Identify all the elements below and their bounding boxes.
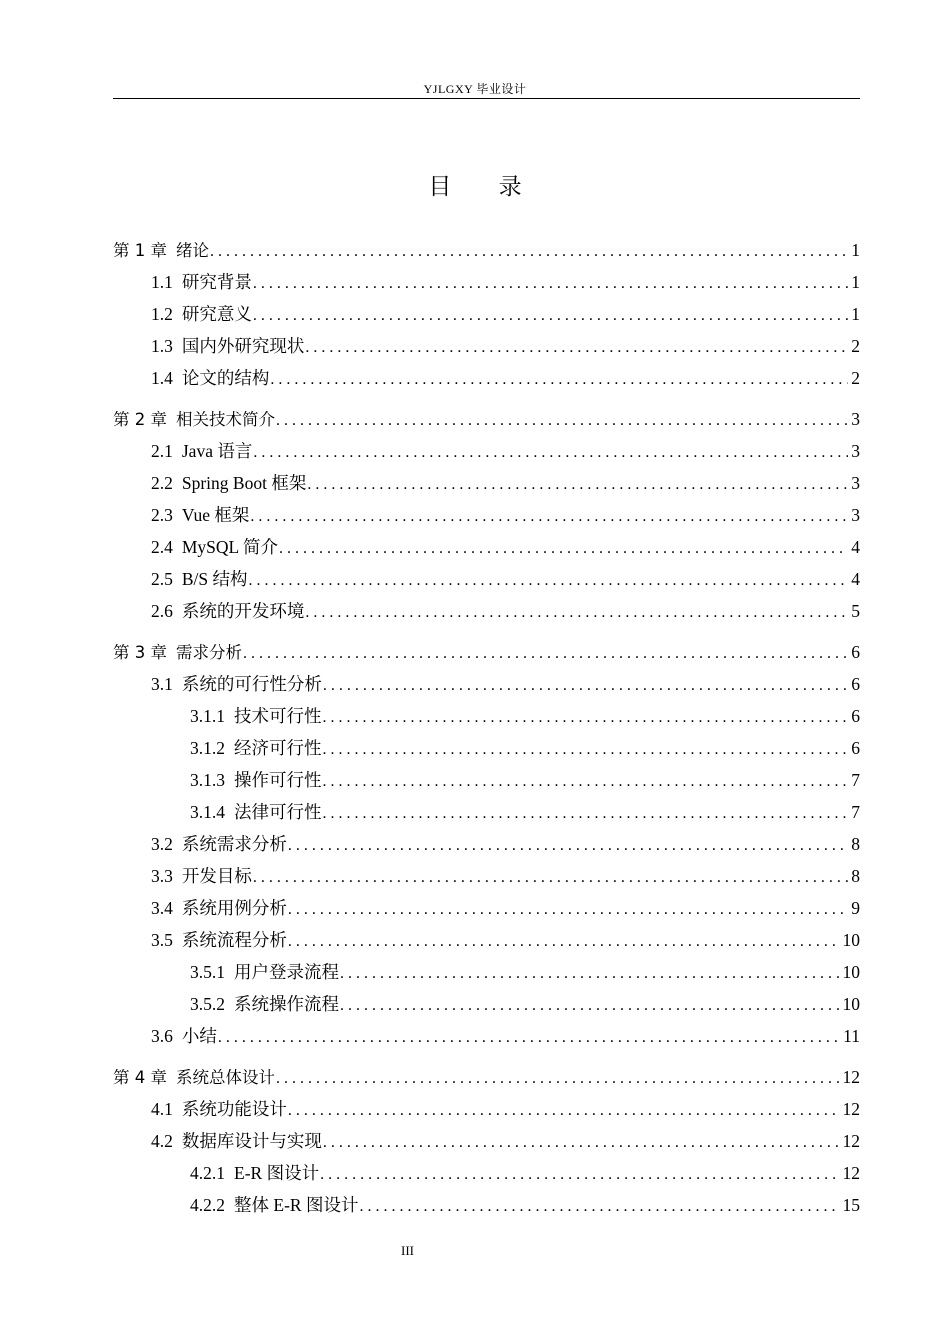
toc-entry-page: 9 <box>851 898 860 918</box>
toc-leader-dots <box>253 441 848 465</box>
toc-entry-page: 1 <box>851 272 860 292</box>
toc-entry-label: 操作可行性 <box>234 770 322 790</box>
toc-entry-number: 3.2 <box>151 834 173 854</box>
toc-section-entry[interactable] <box>151 302 860 326</box>
toc-entry-label: 系统流程分析 <box>181 930 287 950</box>
toc-section-entry[interactable] <box>151 334 860 358</box>
toc-title: 目 录 <box>428 174 542 200</box>
toc-entry-number: 1.3 <box>151 336 173 356</box>
toc-entry-label: 系统功能设计 <box>181 1099 287 1119</box>
toc-section-entry[interactable] <box>151 1024 860 1048</box>
toc-entry-number: 2.6 <box>151 601 173 621</box>
toc-entry-label: 需求分析 <box>176 643 242 662</box>
toc-entry-page: 3 <box>851 409 860 429</box>
toc-entry-page: 7 <box>851 770 860 790</box>
toc-leader-dots <box>218 1026 840 1050</box>
toc-chapter-entry[interactable] <box>113 640 860 664</box>
toc-section-entry[interactable] <box>151 864 860 888</box>
toc-leader-dots <box>210 240 848 264</box>
toc-entry-page: 11 <box>843 1026 860 1046</box>
toc-chapter-entry[interactable] <box>113 1065 860 1089</box>
toc-section-entry[interactable] <box>151 896 860 920</box>
toc-entry-page: 3 <box>851 505 860 525</box>
toc-entry-page: 8 <box>851 834 860 854</box>
toc-leader-dots <box>359 1195 839 1219</box>
toc-entry-page: 8 <box>851 866 860 886</box>
toc-entry-label: 相关技术简介 <box>176 410 275 429</box>
toc-leader-dots <box>270 368 848 392</box>
toc-leader-dots <box>305 336 848 360</box>
toc-entry-number: 4.2.2 <box>190 1195 225 1215</box>
toc-leader-dots <box>323 770 849 794</box>
toc-entry-page: 15 <box>842 1195 860 1215</box>
toc-entry-label: 技术可行性 <box>234 706 322 726</box>
toc-entry-number: 3.1.1 <box>190 706 225 726</box>
toc-section-entry[interactable] <box>190 768 860 792</box>
toc-entry-label: 研究意义 <box>181 304 252 324</box>
toc-leader-dots <box>340 962 840 986</box>
toc-entry-label: 论文的结构 <box>181 368 270 388</box>
toc-section-entry[interactable] <box>151 503 860 527</box>
toc-entry-page: 12 <box>842 1099 860 1119</box>
toc-entry-number: 2.4 <box>151 537 173 557</box>
toc-entry-label: E-R 图设计 <box>234 1163 320 1183</box>
toc-entry-page: 10 <box>842 962 860 982</box>
toc-leader-dots <box>250 505 848 529</box>
toc-entry-label: 数据库设计与实现 <box>181 1131 322 1151</box>
toc-entry-number: 第 2 章 <box>113 410 167 429</box>
toc-section-entry[interactable] <box>190 992 860 1016</box>
toc-entry-page: 5 <box>851 601 860 621</box>
toc-entry-page: 6 <box>851 738 860 758</box>
toc-entry-label: 系统用例分析 <box>181 898 287 918</box>
toc-entry-label: 系统操作流程 <box>234 994 339 1014</box>
toc-leader-dots <box>288 930 840 954</box>
toc-leader-dots <box>276 409 848 433</box>
toc-entry-page: 3 <box>851 441 860 461</box>
toc-section-entry[interactable] <box>151 439 860 463</box>
toc-entry-number: 第 1 章 <box>113 241 167 260</box>
toc-entry-label: MySQL 简介 <box>181 537 278 557</box>
toc-entry-number: 3.1.3 <box>190 770 225 790</box>
toc-entry-page: 7 <box>851 802 860 822</box>
toc-entry-number: 1.1 <box>151 272 173 292</box>
toc-chapter-entry[interactable] <box>113 238 860 262</box>
toc-entry-number: 4.1 <box>151 1099 173 1119</box>
toc-chapter-entry[interactable] <box>113 407 860 431</box>
toc-entry-label: Vue 框架 <box>181 505 250 525</box>
toc-leader-dots <box>323 1131 840 1155</box>
toc-entry-page: 2 <box>851 368 860 388</box>
toc-entry-page: 4 <box>851 569 860 589</box>
toc-section-entry[interactable] <box>151 535 860 559</box>
toc-entry-label: 整体 E-R 图设计 <box>234 1195 359 1215</box>
toc-section-entry[interactable] <box>151 1129 860 1153</box>
toc-leader-dots <box>276 1067 840 1091</box>
toc-entry-number: 3.4 <box>151 898 173 918</box>
toc-section-entry[interactable] <box>151 832 860 856</box>
toc-entry-number: 3.1.2 <box>190 738 225 758</box>
toc-entry-number: 2.2 <box>151 473 173 493</box>
toc-section-entry[interactable] <box>151 599 860 623</box>
toc-entry-label: 绪论 <box>176 241 209 260</box>
toc-leader-dots <box>323 706 849 730</box>
toc-entry-page: 6 <box>851 642 860 662</box>
toc-section-entry[interactable] <box>190 800 860 824</box>
page-number: III <box>401 1243 414 1258</box>
toc-entry-label: Java 语言 <box>181 441 253 461</box>
toc-leader-dots <box>323 674 848 698</box>
toc-section-entry[interactable] <box>151 1097 860 1121</box>
toc-section-entry[interactable] <box>151 672 860 696</box>
toc-section-entry[interactable] <box>190 736 860 760</box>
toc-section-entry[interactable] <box>190 960 860 984</box>
toc-leader-dots <box>323 802 849 826</box>
toc-entry-number: 第 4 章 <box>113 1068 167 1087</box>
toc-entry-label: 系统的可行性分析 <box>181 674 322 694</box>
toc-entry-number: 3.1 <box>151 674 173 694</box>
toc-leader-dots <box>288 834 848 858</box>
toc-section-entry[interactable] <box>151 471 860 495</box>
toc-entry-number: 3.3 <box>151 866 173 886</box>
toc-entry-number: 3.6 <box>151 1026 173 1046</box>
toc-entry-page: 1 <box>851 304 860 324</box>
toc-entry-label: 系统需求分析 <box>181 834 287 854</box>
toc-entry-number: 2.5 <box>151 569 173 589</box>
toc-entry-label: 系统的开发环境 <box>181 601 305 621</box>
toc-entry-number: 1.2 <box>151 304 173 324</box>
toc-section-entry[interactable] <box>151 567 860 591</box>
toc-entry-label: 国内外研究现状 <box>181 336 305 356</box>
toc-entry-label: Spring Boot 框架 <box>181 473 307 493</box>
toc-leader-dots <box>253 866 848 890</box>
toc-leader-dots <box>323 738 849 762</box>
toc-entry-number: 2.3 <box>151 505 173 525</box>
toc-entry-page: 12 <box>842 1067 860 1087</box>
toc-section-entry[interactable] <box>190 704 860 728</box>
toc-section-entry[interactable] <box>151 366 860 390</box>
toc-entry-number: 第 3 章 <box>113 643 167 662</box>
toc-leader-dots <box>288 1099 840 1123</box>
toc-entry-number: 4.2.1 <box>190 1163 225 1183</box>
toc-entry-label: 法律可行性 <box>234 802 322 822</box>
toc-entry-label: B/S 结构 <box>181 569 248 589</box>
toc-entry-number: 3.5.2 <box>190 994 225 1014</box>
toc-entry-page: 6 <box>851 674 860 694</box>
toc-entry-number: 2.1 <box>151 441 173 461</box>
toc-leader-dots <box>253 304 848 328</box>
toc-entry-page: 2 <box>851 336 860 356</box>
toc-entry-page: 10 <box>842 930 860 950</box>
toc-entry-page: 6 <box>851 706 860 726</box>
toc-entry-number: 3.5.1 <box>190 962 225 982</box>
toc-entry-label: 经济可行性 <box>234 738 322 758</box>
toc-entry-label: 小结 <box>181 1026 217 1046</box>
toc-entry-page: 3 <box>851 473 860 493</box>
toc-entry-page: 10 <box>842 994 860 1014</box>
toc-leader-dots <box>253 272 848 296</box>
toc-leader-dots <box>249 569 849 593</box>
toc-section-entry[interactable] <box>151 270 860 294</box>
toc-leader-dots <box>340 994 840 1018</box>
toc-leader-dots <box>305 601 848 625</box>
running-header: YJLGXY 毕业设计 <box>423 82 527 96</box>
toc-leader-dots <box>307 473 848 497</box>
toc-entry-number: 3.1.4 <box>190 802 225 822</box>
toc-leader-dots <box>279 537 848 561</box>
toc-leader-dots <box>320 1163 839 1187</box>
toc-section-entry[interactable] <box>151 928 860 952</box>
toc-entry-label: 开发目标 <box>181 866 252 886</box>
toc-entry-number: 1.4 <box>151 368 173 388</box>
toc-entry-number: 3.5 <box>151 930 173 950</box>
toc-entry-page: 12 <box>842 1163 860 1183</box>
toc-entry-page: 4 <box>851 537 860 557</box>
toc-entry-label: 用户登录流程 <box>234 962 339 982</box>
toc-entry-page: 1 <box>851 240 860 260</box>
toc-leader-dots <box>288 898 848 922</box>
toc-entry-label: 研究背景 <box>181 272 252 292</box>
toc-section-entry[interactable] <box>190 1161 860 1185</box>
toc-leader-dots <box>243 642 848 666</box>
toc-entry-number: 4.2 <box>151 1131 173 1151</box>
toc-section-entry[interactable] <box>190 1193 860 1217</box>
toc-entry-page: 12 <box>842 1131 860 1151</box>
toc-entry-label: 系统总体设计 <box>176 1068 275 1087</box>
